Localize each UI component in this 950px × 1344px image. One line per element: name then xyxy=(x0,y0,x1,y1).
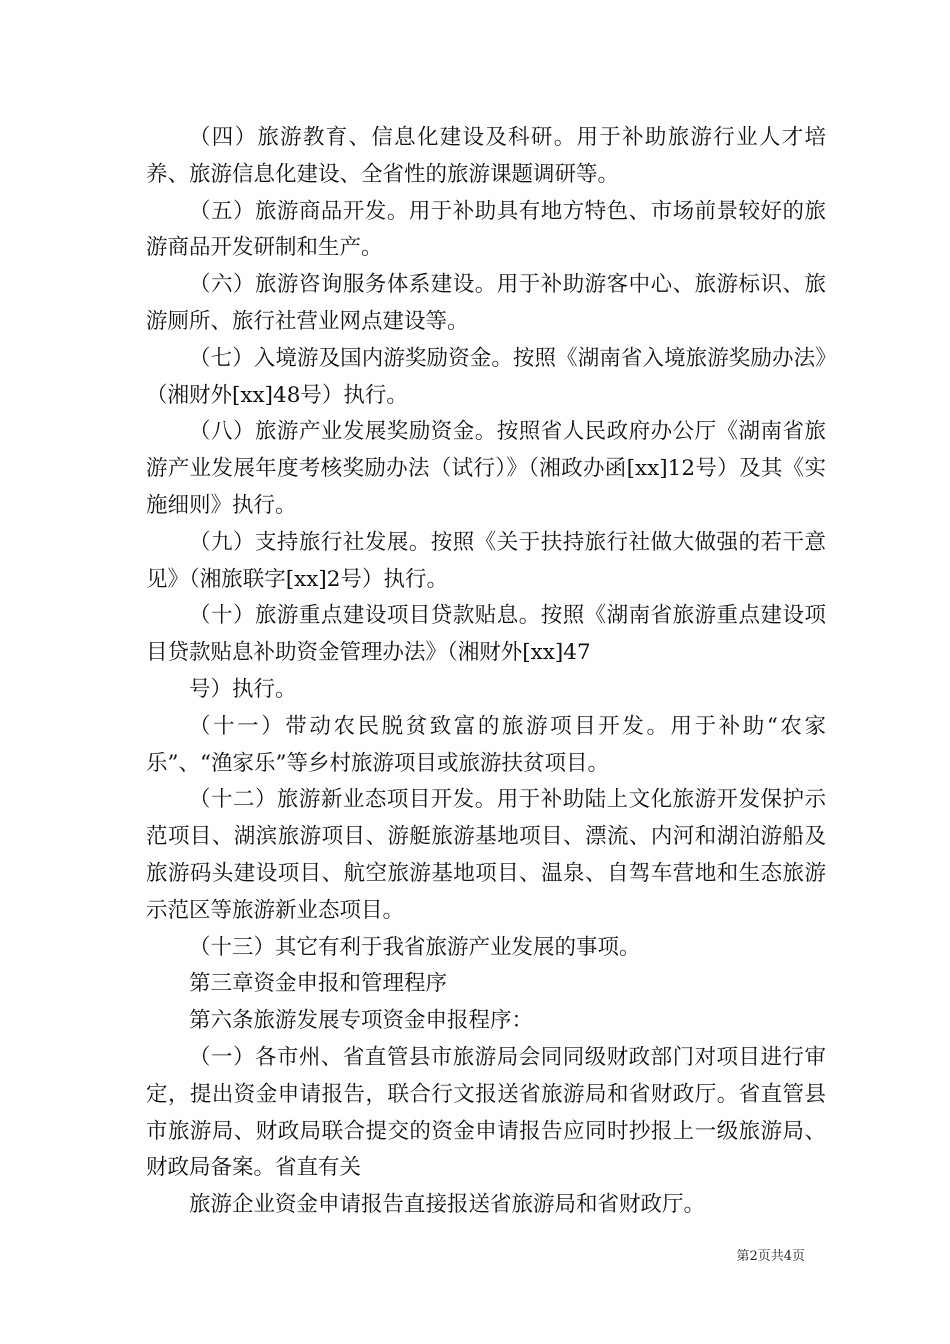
article-heading: 第六条旅游发展专项资金申报程序： xyxy=(189,1008,534,1034)
paragraph-6: （六）旅游咨询服务体系建设。用于补助游客中心、旅游标识、旅游厕所、旅行社营业网点建设等。 xyxy=(146,272,826,334)
document-body xyxy=(146,120,826,1224)
paragraph-11: （十一）带动农民脱贫致富的旅游项目开发。用于补助“农家乐”、“渔家乐”等乡村旅游项目或旅游扶贫项目。 xyxy=(146,713,826,776)
paragraph-7: （七）入境游及国内游奖励资金。按照《湖南省入境旅游奖励办法》（湘财外[xx]48号）执行。 xyxy=(146,345,826,408)
procedure-item-1: （一）各市州、省直管县市旅游局会同同级财政部门对项目进行审定，提出资金申请报告，联合行文报送省旅游局和省财政厅。省直管县市旅游局、财政局联合提交的资金申请报告应同时抄报上一级旅游局、财政局备案。省直有关 xyxy=(146,1044,826,1181)
paragraph-9: （九）支持旅行社发展。按照《关于扶持旅行社做大做强的若干意见》（湘旅联字[xx]2号）执行。 xyxy=(146,529,826,592)
chapter-heading: 第三章资金申报和管理程序 xyxy=(189,971,448,997)
paragraph-10-continued: 号）执行。 xyxy=(189,676,297,702)
paragraph-5: （五）旅游商品开发。用于补助具有地方特色、市场前景较好的旅游商品开发研制和生产。 xyxy=(146,198,826,261)
paragraph-10: （十）旅游重点建设项目贷款贴息。按照《湖南省旅游重点建设项目贷款贴息补助资金管理办法》（湘财外[xx]47 xyxy=(146,603,826,666)
paragraph-12: （十二）旅游新业态项目开发。用于补助陆上文化旅游开发保护示范项目、湖滨旅游项目、游艇旅游基地项目、漂流、内河和湖泊游船及旅游码头建设项目、航空旅游基地项目、温泉、自驾车营地和生态旅游示范区等旅游新业态项目。 xyxy=(146,787,826,923)
page-number: 第2页共4页 xyxy=(736,1249,805,1264)
procedure-item-1-continued: 旅游企业资金申请报告直接报送省旅游局和省财政厅。 xyxy=(189,1192,706,1218)
paragraph-8: （八）旅游产业发展奖励资金。按照省人民政府办公厅《湖南省旅游产业发展年度考核奖励办法（试行）》（湘政办函[xx]12号）及其《实施细则》执行。 xyxy=(146,419,826,518)
paragraph-4: （四）旅游教育、信息化建设及科研。用于补助旅游行业人才培养、旅游信息化建设、全省性的旅游课题调研等。 xyxy=(146,125,826,187)
paragraph-13: （十三）其它有利于我省旅游产业发展的事项。 xyxy=(189,934,641,960)
